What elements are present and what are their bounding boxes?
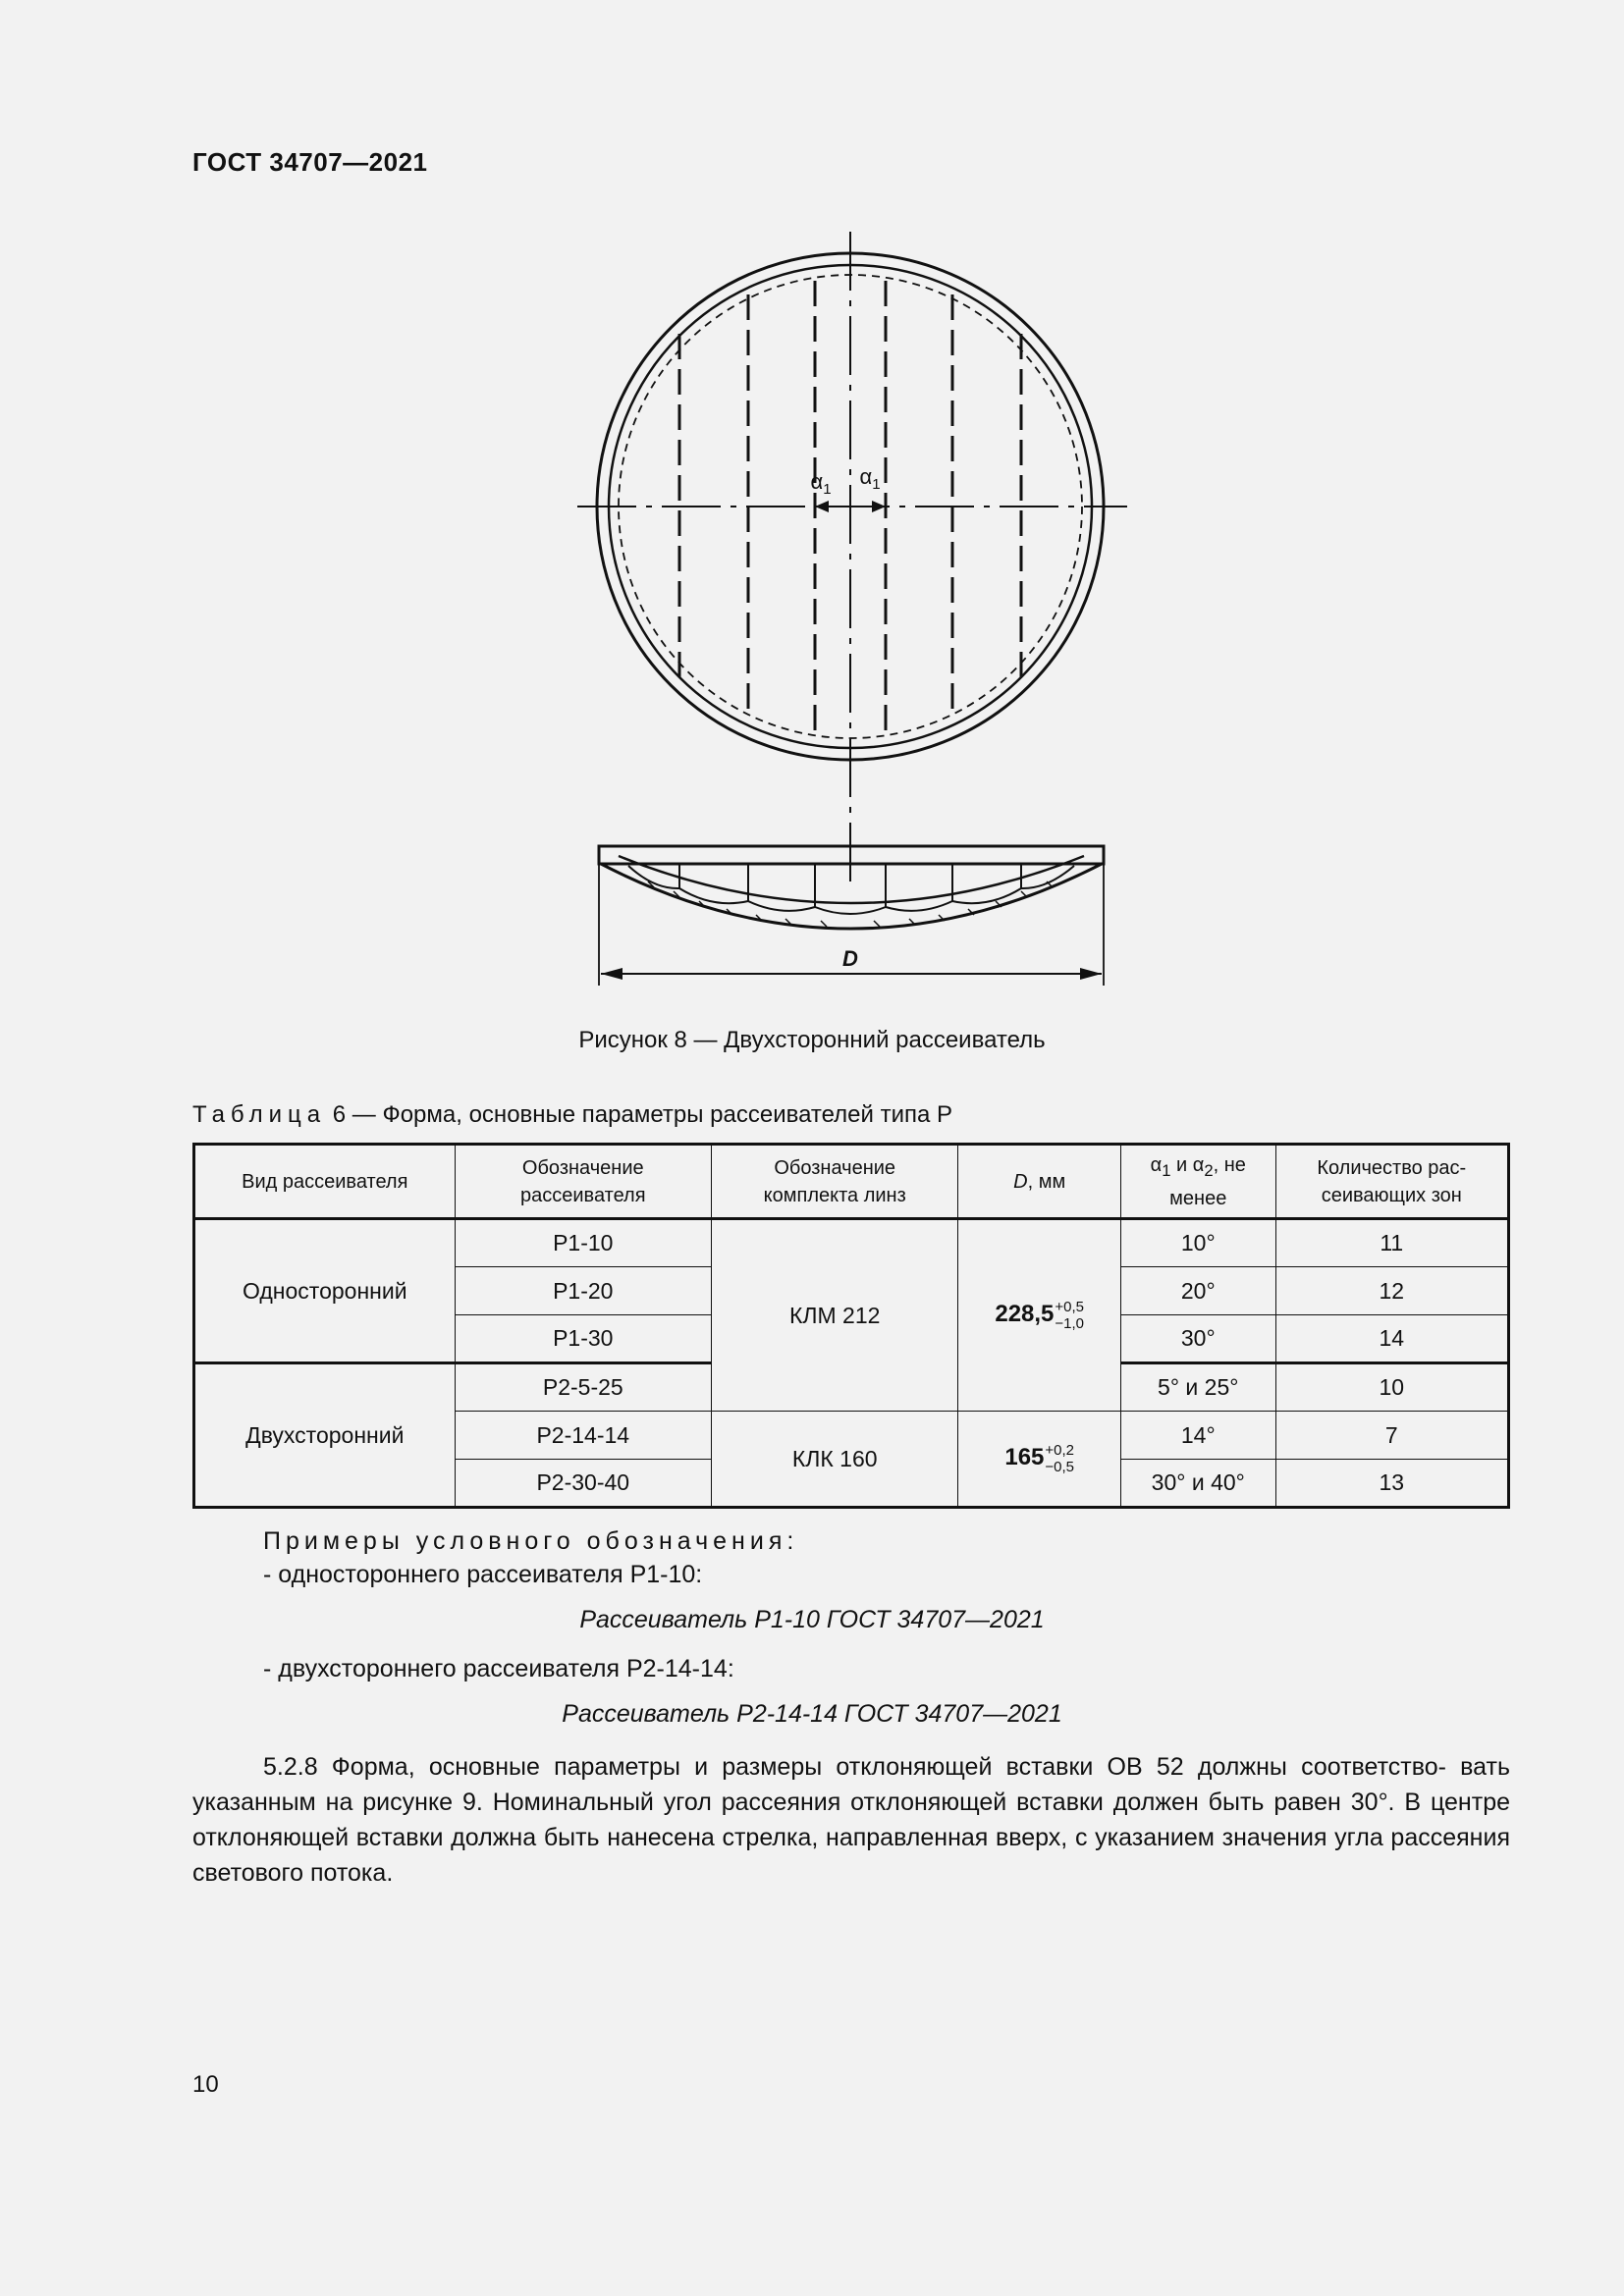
table-title-rest: 6 — Форма, основные параметры рассеивателей типа Р	[326, 1101, 953, 1128]
header-lens-set: Обозначение комплекта линз	[711, 1145, 957, 1219]
cell-lens-klm: КЛМ 212	[711, 1219, 957, 1412]
figure-caption: Рисунок 8 — Двухсторонний рассеиватель	[578, 1027, 1046, 1053]
cell-zones: 12	[1275, 1267, 1508, 1315]
figure-8-drawing	[550, 224, 1139, 999]
group-two-sided: Двухсторонний	[194, 1363, 456, 1508]
arrow-left-head	[815, 501, 829, 512]
cell-angle: 20°	[1120, 1267, 1275, 1315]
example-code-1: Рассеиватель Р1-10 ГОСТ 34707—2021	[579, 1606, 1045, 1633]
cell-zones: 13	[1275, 1460, 1508, 1508]
example-item-1: - одностороннего рассеивателя Р1-10:	[263, 1561, 703, 1588]
cell-designation: Р2-30-40	[455, 1460, 711, 1508]
cell-designation: Р1-10	[455, 1219, 711, 1267]
cell-designation: Р1-30	[455, 1315, 711, 1363]
dimension-label: D	[842, 946, 858, 971]
table-title-prefix: Таблица	[192, 1101, 327, 1128]
table-header-row	[194, 1145, 1509, 1219]
cell-zones: 7	[1275, 1412, 1508, 1460]
examples-title: Примеры условного обозначения:	[263, 1527, 799, 1555]
group-one-sided: Односторонний	[194, 1219, 456, 1363]
header-diameter: D, мм	[958, 1145, 1121, 1219]
cell-designation: Р2-14-14	[455, 1412, 711, 1460]
page-number: 10	[192, 2071, 219, 2098]
cell-angle: 10°	[1120, 1219, 1275, 1267]
cell-angle: 5° и 25°	[1120, 1363, 1275, 1412]
angle-label-left: $\alpha_1$	[810, 469, 832, 498]
dim-arrow-left	[601, 968, 623, 980]
cell-angle: 14°	[1120, 1412, 1275, 1460]
header-type: Вид рассеивателя	[194, 1145, 456, 1219]
header-zones: Количество рас- сеивающих зон	[1275, 1145, 1508, 1219]
table-title	[192, 1101, 952, 1129]
cell-zones: 14	[1275, 1315, 1508, 1363]
example-item-2: - двухстороннего рассеивателя Р2-14-14:	[263, 1655, 734, 1682]
document-header: ГОСТ 34707—2021	[192, 147, 428, 177]
angle-label-right: $\alpha_1$	[859, 464, 881, 493]
cell-zones: 11	[1275, 1219, 1508, 1267]
cell-diameter-2: 165 +0,2 −0,5	[958, 1412, 1121, 1508]
header-angles: $\alpha_1$ и $\alpha_2$, не менее	[1120, 1145, 1275, 1219]
cell-lens-klk: КЛК 160	[711, 1412, 957, 1508]
header-designation: Обозначение рассеивателя	[455, 1145, 711, 1219]
example-code-2: Рассеиватель Р2-14-14 ГОСТ 34707—2021	[562, 1700, 1062, 1728]
cell-diameter-1: 228,5 +0,5 −1,0	[958, 1219, 1121, 1412]
cell-angle: 30° и 40°	[1120, 1460, 1275, 1508]
dim-arrow-right	[1080, 968, 1102, 980]
top-view	[577, 232, 1127, 883]
table-row	[194, 1219, 1509, 1267]
parameters-table	[192, 1143, 1510, 1509]
paragraph-5-2-8: 5.2.8 Форма, основные параметры и размеры отклоняющей вставки ОВ 52 должны соответство- вать указанным на рисунке 9. Номинальный угол рассеяния отклоняющей вставки должен быть равен 30°. В центре отклоняющей вставки должна быть нанесена стрелка, направленная вверх, с указанием значения угла рассеяния светового потока.	[192, 1753, 1510, 1887]
cell-designation: Р1-20	[455, 1267, 711, 1315]
cell-designation: Р2-5-25	[455, 1363, 711, 1412]
arrow-right-head	[872, 501, 886, 512]
cell-zones: 10	[1275, 1363, 1508, 1412]
cell-angle: 30°	[1120, 1315, 1275, 1363]
